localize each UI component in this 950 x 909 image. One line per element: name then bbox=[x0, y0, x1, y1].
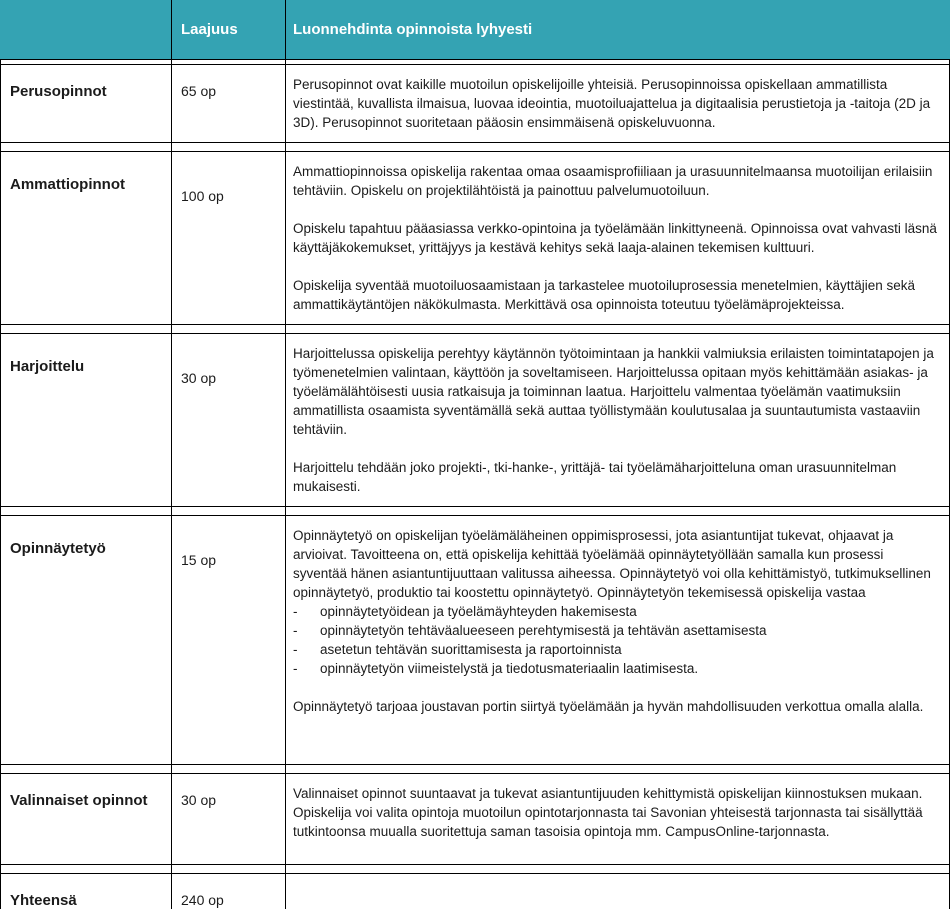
row-credits: 100 op bbox=[181, 188, 224, 204]
row-credits: 65 op bbox=[181, 83, 217, 99]
column-divider bbox=[285, 0, 286, 909]
description-paragraph: Opinnäytetyö tarjoaa joustavan portin siirtyä työelämään ja hyvän mahdollisuuden verkottua omalla alalla. bbox=[293, 699, 924, 714]
list-dash: - bbox=[293, 642, 298, 657]
row-credits: 15 op bbox=[181, 552, 217, 568]
row-description bbox=[285, 874, 950, 909]
list-dash: - bbox=[293, 623, 298, 638]
description-list-item bbox=[293, 640, 938, 659]
row-description bbox=[285, 152, 950, 324]
list-item-text: opinnäytetyön viimeistelystä ja tiedotusmateriaalin laatimisesta. bbox=[320, 661, 699, 676]
row-description bbox=[285, 774, 950, 864]
row-title: Harjoittelu bbox=[10, 358, 85, 375]
table-row bbox=[0, 773, 950, 865]
table-row bbox=[0, 515, 950, 765]
row-description bbox=[285, 516, 950, 764]
table-row bbox=[0, 873, 950, 909]
list-item-text: asetetun tehtävän suorittamisesta ja raportoinnista bbox=[320, 642, 622, 657]
description-paragraph: Opiskelu tapahtuu pääasiassa verkko-opintoina ja työelämään linkittyneenä. Opinnoissa ovat vahvasti läsnä käyttäjäkokemukset, yrittäjyys ja kestävä kehitys sekä laaja-alainen tekemisen kulttuuri. bbox=[293, 221, 937, 255]
description-paragraph: Harjoittelu tehdään joko projekti-, tki-hanke-, yrittäjä- tai työelämäharjoitteluna oman urasuunnitelman mukaisesti. bbox=[293, 460, 897, 494]
list-item-text: opinnäytetyöidean ja työelämäyhteyden hakemisesta bbox=[320, 604, 637, 619]
description-paragraph: Opiskelija syventää muotoiluosaamistaan ja tarkastelee muotoiluprosessia menetelmien, käyttäjien sekä ammattikäytäntöjen näkökulmasta. Merkittävä osa opinnoista toteutuu työelämäprojekteissa. bbox=[293, 278, 916, 312]
description-list-item bbox=[293, 659, 938, 678]
table-left-border bbox=[0, 60, 1, 909]
description-paragraph: Opinnäytetyö on opiskelijan työelämäläheinen oppimisprosessi, jota asiantuntijat tukevat, ohjaavat ja arvioivat. Tavoitteena on, että opiskelija kehittää työelämää opinnäytetyöllään samalla kun prosessi syventää hänen asiantuntijuuttaan valitussa aiheessa. Opinnäytetyö voi olla kehittämistyö, tutkimuksellinen opinnäytetyö, produktio tai koostettu opinnäytetyö. Opinnäytetyön tekemisessä opiskelija vastaa bbox=[293, 528, 931, 600]
list-dash: - bbox=[293, 661, 298, 676]
row-description bbox=[285, 65, 950, 142]
table-header-row bbox=[0, 0, 950, 60]
description-paragraph: Harjoittelussa opiskelija perehtyy käytännön työtoimintaan ja hankkii valmiuksia erilaisten toimintatapojen ja työmenetelmien valintaan, käyttöön ja soveltamiseen. Harjoittelussa opitaan myös kehittämään asiakas- ja työelämälähtöisesti uusia ratkaisuja ja toiminnan laatua. Harjoittelu valmentaa työelämän vaatimuksiin ammatillista osaamista syventämällä sekä auttaa työllistymään koulutusalaa ja suuntautumista vastaaviin tehtäviin. bbox=[293, 346, 934, 437]
row-credits: 30 op bbox=[181, 370, 217, 386]
description-list-item bbox=[293, 621, 938, 640]
list-item-text: opinnäytetyön tehtäväalueeseen perehtymisestä ja tehtävän asettamisesta bbox=[320, 623, 767, 638]
row-credits: 30 op bbox=[181, 792, 217, 808]
row-description bbox=[285, 334, 950, 506]
list-dash: - bbox=[293, 604, 298, 619]
table-row bbox=[0, 333, 950, 507]
row-title: Yhteensä bbox=[10, 892, 77, 909]
row-credits: 240 op bbox=[181, 892, 224, 908]
row-title: Ammattiopinnot bbox=[10, 176, 125, 193]
row-title: Perusopinnot bbox=[10, 83, 107, 100]
row-title: Valinnaiset opinnot bbox=[10, 792, 148, 809]
header-cell-description: Luonnehdinta opinnoista lyhyesti bbox=[293, 21, 533, 38]
column-divider bbox=[171, 0, 172, 909]
header-cell-empty bbox=[0, 0, 171, 59]
header-cell-laajuus: Laajuus bbox=[181, 21, 238, 38]
description-list-item bbox=[293, 602, 938, 621]
description-paragraph: Ammattiopinnoissa opiskelija rakentaa omaa osaamisprofiiliaan ja urasuunnitelmaansa muotoilijan erilaisiin tehtäviin. Opiskelu on projektilähtöistä ja painottuu palvelumuotoiluun. bbox=[293, 164, 933, 198]
description-paragraph: Perusopinnot ovat kaikille muotoilun opiskelijoille yhteisiä. Perusopinnoissa opiskellaan ammatillista viestintää, kuvallista ilmaisua, luovaa ideointia, muotoiluajattelua ja digitaalisia perustietoja ja -taitoja (2D ja 3D). Perusopinnot suoritetaan pääosin ensimmäisenä opiskeluvuonna. bbox=[293, 77, 931, 130]
row-title: Opinnäytetyö bbox=[10, 540, 106, 557]
table-row bbox=[0, 151, 950, 325]
table-row bbox=[0, 64, 950, 143]
description-paragraph: Valinnaiset opinnot suuntaavat ja tukevat asiantuntijuuden kehittymistä opiskelijan kiinnostuksen mukaan. Opiskelija voi valita opintoja muotoilun opintotarjonnasta tai Savonian yhteisestä tarjonnasta tai sisällyttää tutkintoonsa muualla suoritettuja saman tasoisia opintoja mm. CampusOnline-tarjonnasta. bbox=[293, 786, 923, 839]
